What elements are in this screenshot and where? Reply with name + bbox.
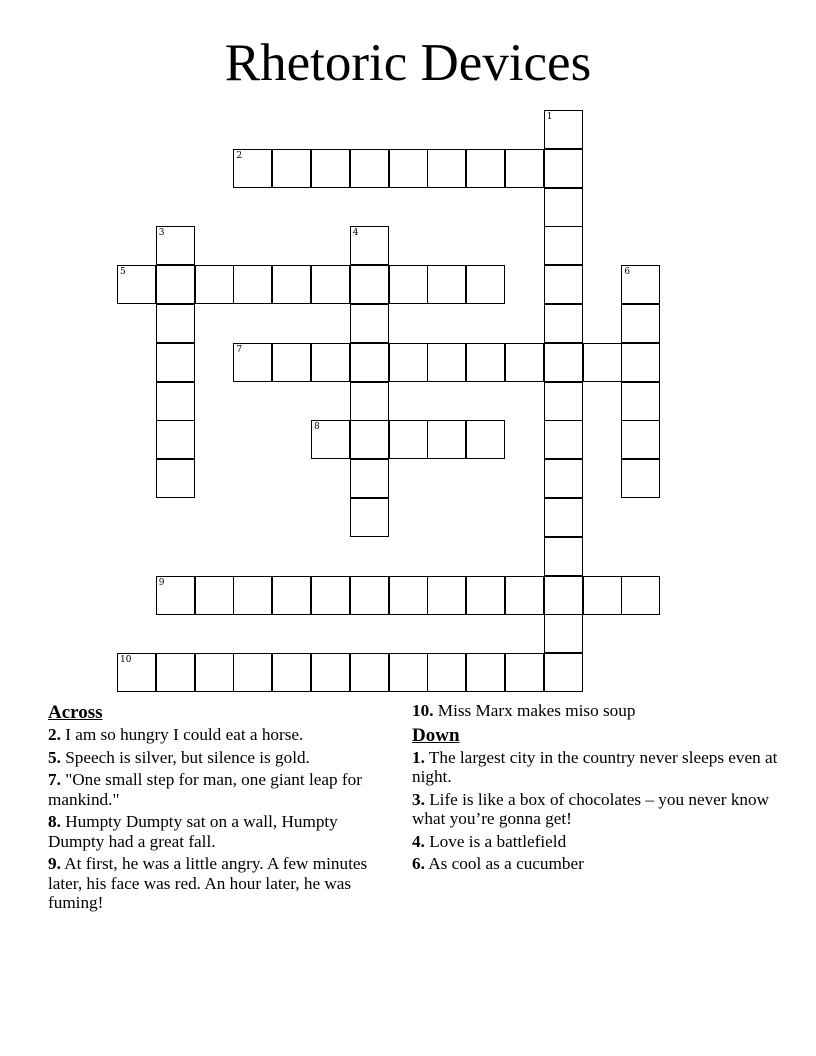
grid-cell[interactable] (350, 226, 389, 265)
grid-cell[interactable] (389, 653, 428, 692)
grid-cell[interactable] (583, 576, 622, 615)
grid-cell[interactable] (156, 576, 195, 615)
cell-number: 10 (120, 655, 132, 666)
grid-cell[interactable] (427, 576, 466, 615)
grid-cell[interactable] (621, 459, 660, 498)
grid-cell[interactable] (311, 576, 350, 615)
grid-cell[interactable] (389, 343, 428, 382)
cell-number: 7 (236, 344, 243, 355)
grid-cell[interactable] (466, 265, 505, 304)
grid-cell[interactable] (233, 343, 272, 382)
grid-cell[interactable] (233, 653, 272, 692)
grid-cell[interactable] (156, 304, 195, 343)
grid-cell[interactable] (389, 149, 428, 188)
grid-cell[interactable] (389, 420, 428, 459)
grid-cell[interactable] (544, 226, 583, 265)
clue-down-3: 3. Life is like a box of chocolates – you never know what you’re gonna get! (412, 789, 770, 828)
grid-cell[interactable] (156, 265, 195, 304)
clue-across-7: 7. "One small step for man, one giant leap for mankind." (48, 770, 362, 809)
grid-cell[interactable] (621, 343, 660, 382)
grid-cell[interactable] (272, 653, 311, 692)
grid-cell[interactable] (389, 265, 428, 304)
page-title: Rhetoric Devices (224, 34, 592, 92)
grid-cell[interactable] (427, 265, 466, 304)
grid-cell[interactable] (621, 265, 660, 304)
grid-cell[interactable] (427, 343, 466, 382)
across-clues (48, 701, 398, 916)
grid-cell[interactable] (466, 149, 505, 188)
grid-cell[interactable] (505, 653, 544, 692)
grid-cell[interactable] (350, 498, 389, 537)
cell-number: 1 (546, 112, 553, 122)
grid-cell[interactable] (311, 420, 350, 459)
down-heading: Down (412, 724, 460, 746)
grid-cell[interactable] (544, 110, 583, 149)
grid-cell[interactable] (427, 149, 466, 188)
grid-cell[interactable] (195, 653, 234, 692)
grid-cell[interactable] (156, 459, 195, 498)
grid-cell[interactable] (544, 188, 583, 227)
grid-cell[interactable] (544, 537, 583, 576)
clue-across-5: 5. Speech is silver, but silence is gold. (48, 747, 310, 767)
grid-cell[interactable] (117, 653, 156, 692)
grid-cell[interactable] (233, 149, 272, 188)
grid-cell[interactable] (350, 265, 389, 304)
grid-cell[interactable] (466, 653, 505, 692)
grid-cell[interactable] (505, 343, 544, 382)
clue-across-10: 10. Miss Marx makes miso soup (412, 701, 636, 720)
grid-cell[interactable] (311, 653, 350, 692)
grid-cell[interactable] (544, 459, 583, 498)
grid-cell[interactable] (350, 343, 389, 382)
cell-number: 4 (352, 228, 359, 239)
cell-number: 6 (624, 267, 631, 278)
cell-number: 2 (236, 150, 243, 161)
grid-cell[interactable] (544, 614, 583, 653)
cell-number: 5 (120, 267, 126, 278)
grid-cell[interactable] (272, 576, 311, 615)
grid-cell[interactable] (427, 420, 466, 459)
grid-cell[interactable] (544, 343, 583, 382)
grid-cell[interactable] (621, 382, 660, 421)
grid-cell[interactable] (156, 420, 195, 459)
cell-number: 3 (158, 228, 165, 239)
across-heading: Across (48, 702, 103, 723)
grid-cell[interactable] (505, 149, 544, 188)
grid-cell[interactable] (233, 265, 272, 304)
grid-cell[interactable] (544, 149, 583, 188)
grid-cell[interactable] (272, 343, 311, 382)
grid-cell[interactable] (621, 304, 660, 343)
grid-cell[interactable] (350, 304, 389, 343)
grid-cell[interactable] (544, 265, 583, 304)
grid-cell[interactable] (117, 265, 156, 304)
grid-cell[interactable] (350, 576, 389, 615)
right-clues (412, 701, 792, 877)
clue-across-9: 9. At first, he was a little angry. A few minutes later, his face was red. An hour later, he was fuming! (48, 854, 368, 912)
grid-cell[interactable] (272, 149, 311, 188)
grid-cell[interactable] (583, 343, 622, 382)
clue-across-2: 2. I am so hungry I could eat a horse. (48, 725, 304, 744)
grid-cell[interactable] (544, 653, 583, 692)
grid-cell[interactable] (466, 420, 505, 459)
grid-cell[interactable] (350, 382, 389, 421)
grid-cell[interactable] (311, 343, 350, 382)
grid-cell[interactable] (544, 420, 583, 459)
grid-cell[interactable] (544, 576, 583, 615)
grid-cell[interactable] (350, 149, 389, 188)
grid-cell[interactable] (233, 576, 272, 615)
grid-cell[interactable] (195, 576, 234, 615)
grid-cell[interactable] (156, 226, 195, 265)
grid-cell[interactable] (466, 576, 505, 615)
cell-number: 8 (314, 422, 320, 433)
grid-cell[interactable] (427, 653, 466, 692)
grid-cell[interactable] (272, 265, 311, 304)
clue-across-8: 8. Humpty Dumpty sat on a wall, Humpty Dumpty had a great fall. (48, 812, 338, 851)
grid-cell[interactable] (195, 265, 234, 304)
grid-cell[interactable] (466, 343, 505, 382)
grid-cell[interactable] (311, 265, 350, 304)
grid-cell[interactable] (621, 420, 660, 459)
grid-cell[interactable] (156, 343, 195, 382)
grid-cell[interactable] (156, 382, 195, 421)
grid-cell[interactable] (156, 653, 195, 692)
grid-cell[interactable] (621, 576, 660, 615)
grid-cell[interactable] (311, 149, 350, 188)
grid-cell[interactable] (544, 498, 583, 537)
grid-cell[interactable] (350, 459, 389, 498)
grid-cell[interactable] (350, 420, 389, 459)
clue-down-4: 4. Love is a battlefield (412, 831, 567, 851)
cell-number: 9 (158, 577, 165, 588)
grid-cell[interactable] (350, 653, 389, 692)
clue-down-6: 6. As cool as a cucumber (412, 854, 584, 873)
grid-cell[interactable] (544, 382, 583, 421)
grid-cell[interactable] (544, 304, 583, 343)
clue-down-1: 1. The largest city in the country never sleeps even at night. (412, 747, 778, 786)
grid-cell[interactable] (505, 576, 544, 615)
grid-cell[interactable] (389, 576, 428, 615)
